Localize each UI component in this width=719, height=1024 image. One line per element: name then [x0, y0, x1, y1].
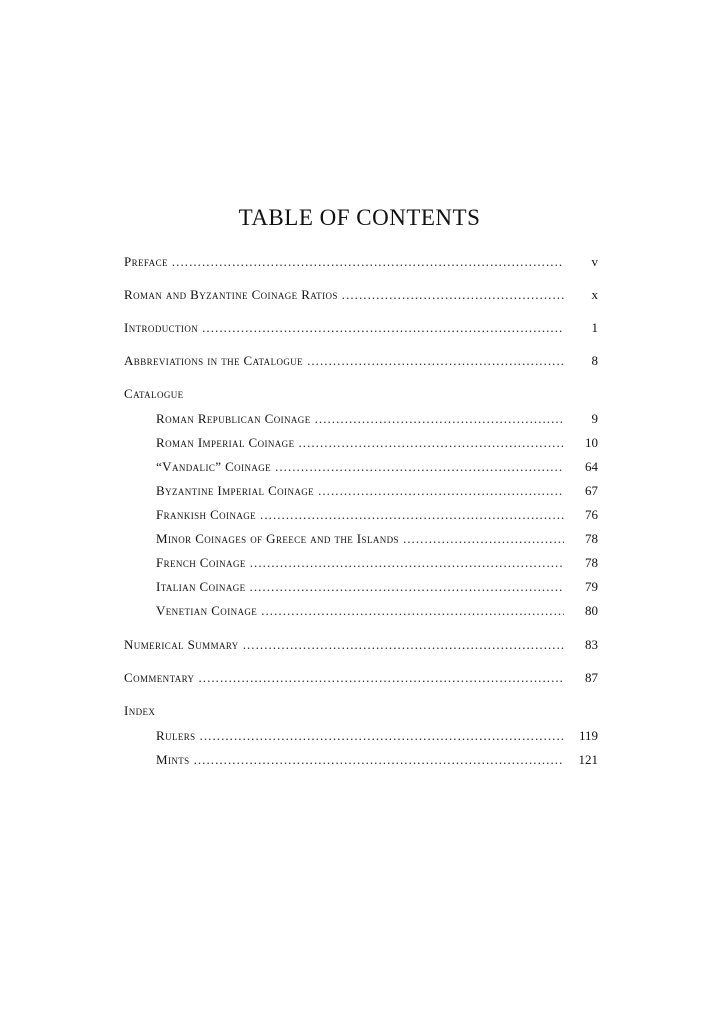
toc-entry-label: Numerical Summary	[124, 637, 239, 652]
leader-dots	[403, 527, 564, 551]
toc-entry-page: v	[591, 254, 598, 269]
toc-entry-ratios	[124, 284, 598, 306]
toc-entry-numerical-summary	[124, 634, 598, 656]
toc-entry-label: Abbreviations in the Catalogue	[124, 353, 304, 368]
toc-entry-label: Introduction	[124, 320, 199, 335]
leader-dots	[172, 251, 564, 273]
toc-subentry	[124, 431, 598, 455]
leader-dots	[250, 551, 564, 575]
toc-subentry-label: Roman Republican Coinage	[156, 411, 311, 426]
toc-subentry-page: 67	[585, 483, 598, 498]
toc-subentry-label: “Vandalic” Coinage	[156, 459, 272, 474]
toc-entry-commentary	[124, 667, 598, 689]
leader-dots	[202, 317, 564, 339]
toc-group-catalogue	[124, 383, 598, 405]
toc-subentry	[124, 407, 598, 431]
toc-subentry-page: 76	[585, 507, 598, 522]
toc-subentry	[124, 748, 598, 772]
leader-dots	[342, 284, 564, 306]
toc-subentry	[124, 551, 598, 575]
leader-dots	[250, 575, 564, 599]
toc-subentry-page: 80	[585, 603, 598, 618]
toc-group-label: Catalogue	[124, 386, 184, 401]
leader-dots	[243, 634, 564, 656]
toc-entry-page: x	[591, 287, 598, 302]
leader-dots	[198, 667, 564, 689]
toc-subentry-label: Rulers	[156, 728, 196, 743]
toc-group-label: Index	[124, 703, 156, 718]
toc-subentry	[124, 503, 598, 527]
toc-entry-page: 83	[585, 637, 598, 652]
leader-dots	[307, 350, 564, 372]
toc-subentry-label: Italian Coinage	[156, 579, 246, 594]
toc-subentry-page: 9	[591, 411, 598, 426]
toc-group-index	[124, 700, 598, 722]
toc-subentry-page: 64	[585, 459, 598, 474]
leader-dots	[261, 599, 564, 623]
toc-subentry-page: 119	[578, 728, 598, 743]
leader-dots	[318, 479, 564, 503]
toc-entry-label: Preface	[124, 254, 168, 269]
toc-subentry-page: 10	[585, 435, 598, 450]
toc-subentry-label: Byzantine Imperial Coinage	[156, 483, 315, 498]
leader-dots	[315, 407, 564, 431]
toc-entry-label: Commentary	[124, 670, 195, 685]
table-of-contents	[124, 251, 598, 772]
leader-dots	[298, 431, 564, 455]
leader-dots	[260, 503, 564, 527]
toc-subentry-page: 121	[578, 752, 598, 767]
toc-subentry-page: 78	[585, 555, 598, 570]
toc-subentry	[124, 599, 598, 623]
toc-entry-introduction	[124, 317, 598, 339]
toc-subentry-label: French Coinage	[156, 555, 246, 570]
toc-subentry	[124, 724, 598, 748]
leader-dots	[194, 748, 564, 772]
toc-subentry-label: Roman Imperial Coinage	[156, 435, 295, 450]
toc-entry-preface	[124, 251, 598, 273]
toc-entry-abbreviations	[124, 350, 598, 372]
toc-entry-page: 8	[591, 353, 598, 368]
toc-subentry	[124, 455, 598, 479]
leader-dots	[200, 724, 564, 748]
toc-subentry-page: 79	[585, 579, 598, 594]
toc-subentry	[124, 527, 598, 551]
toc-entry-page: 87	[585, 670, 598, 685]
toc-entry-label: Roman and Byzantine Coinage Ratios	[124, 287, 338, 302]
page-title: TABLE OF CONTENTS	[238, 205, 481, 230]
toc-entry-page: 1	[591, 320, 598, 335]
toc-subentry-label: Venetian Coinage	[156, 603, 258, 618]
toc-subentry-label: Frankish Coinage	[156, 507, 257, 522]
toc-subentry-page: 78	[585, 531, 598, 546]
toc-subentry-label: Minor Coinages of Greece and the Islands	[156, 531, 399, 546]
leader-dots	[275, 455, 564, 479]
toc-subentry	[124, 479, 598, 503]
toc-subentry-label: Mints	[156, 752, 190, 767]
toc-subentry	[124, 575, 598, 599]
